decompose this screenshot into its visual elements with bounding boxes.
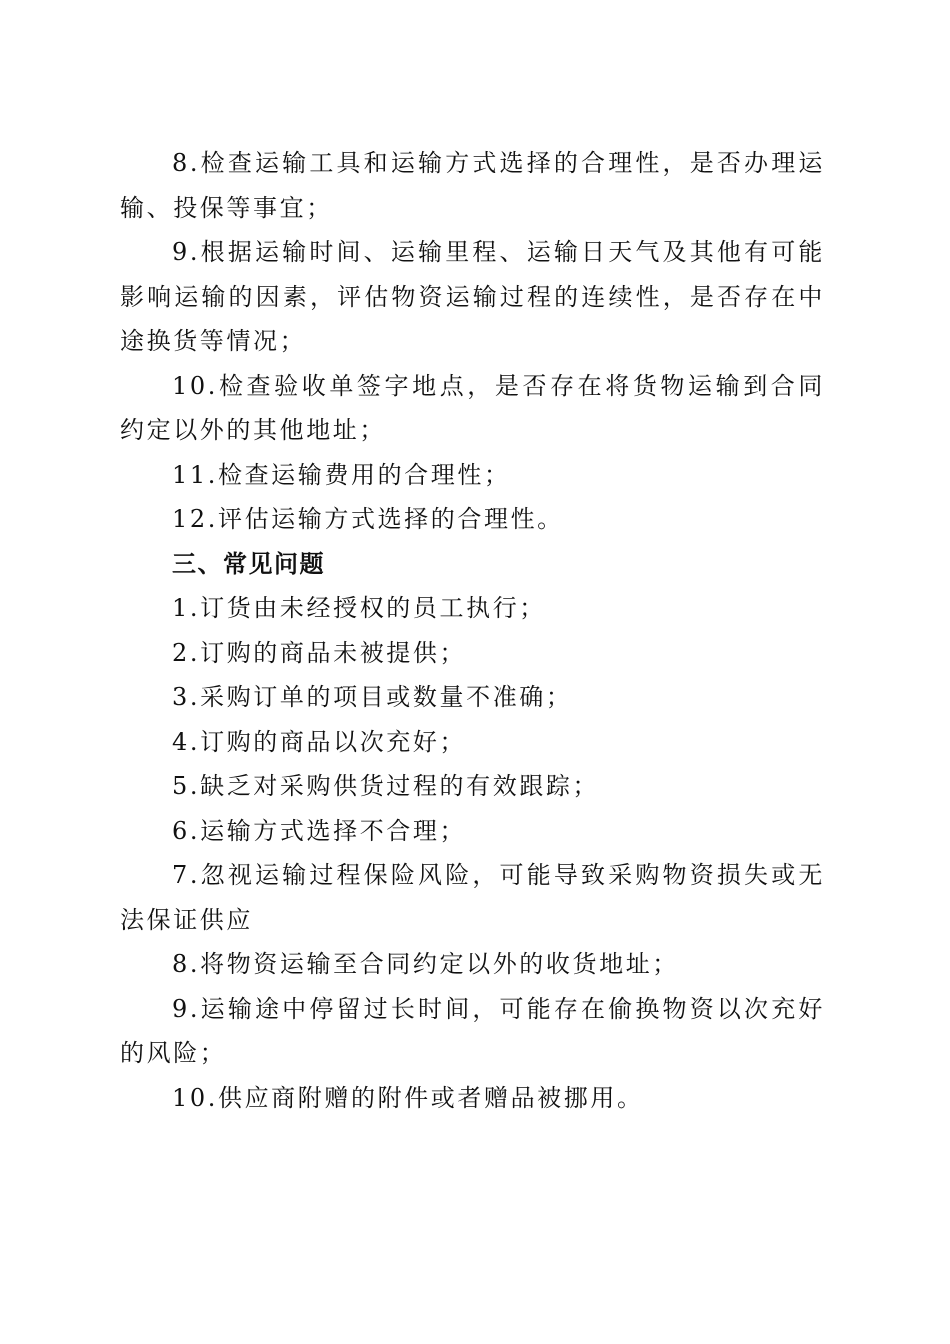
check-item-11: 11.检查运输费用的合理性； <box>172 460 511 489</box>
problem-item-9: 9.运输途中停留过长时间，可能存在偷换物资以次充好的风险； <box>120 994 825 1067</box>
problem-item-2: 2.订购的商品未被提供； <box>172 638 467 667</box>
check-item-12: 12.评估运输方式选择的合理性。 <box>172 505 564 533</box>
problem-item-4: 4.订购的商品以次充好； <box>172 727 467 756</box>
problem-item-5: 5.缺乏对采购供货过程的有效跟踪； <box>172 772 600 800</box>
problem-item-3: 3.采购订单的项目或数量不准确； <box>172 683 573 711</box>
section-heading-common-problems: 三、常见问题 <box>172 549 325 578</box>
problem-item-6: 6.运输方式选择不合理； <box>172 816 467 845</box>
check-item-8: 8.检查运输工具和运输方式选择的合理性，是否办理运输、投保等事宜； <box>120 149 825 222</box>
problem-item-8: 8.将物资运输至合同约定以外的收货地址； <box>172 950 679 978</box>
problem-item-7: 7.忽视运输过程保险风险，可能导致采购物资损失或无法保证供应 <box>120 861 825 934</box>
problem-item-10: 10.供应商附赠的附件或者赠品被挪用。 <box>172 1083 644 1112</box>
problem-item-1: 1.订货由未经授权的员工执行； <box>172 594 546 622</box>
document-body <box>120 141 825 1120</box>
check-item-9: 9.根据运输时间、运输里程、运输日天气及其他有可能影响运输的因素，评估物资运输过程的连续性，是否存在中途换货等情况； <box>120 238 825 355</box>
check-item-10: 10.检查验收单签字地点，是否存在将货物运输到合同约定以外的其他地址； <box>120 371 825 444</box>
